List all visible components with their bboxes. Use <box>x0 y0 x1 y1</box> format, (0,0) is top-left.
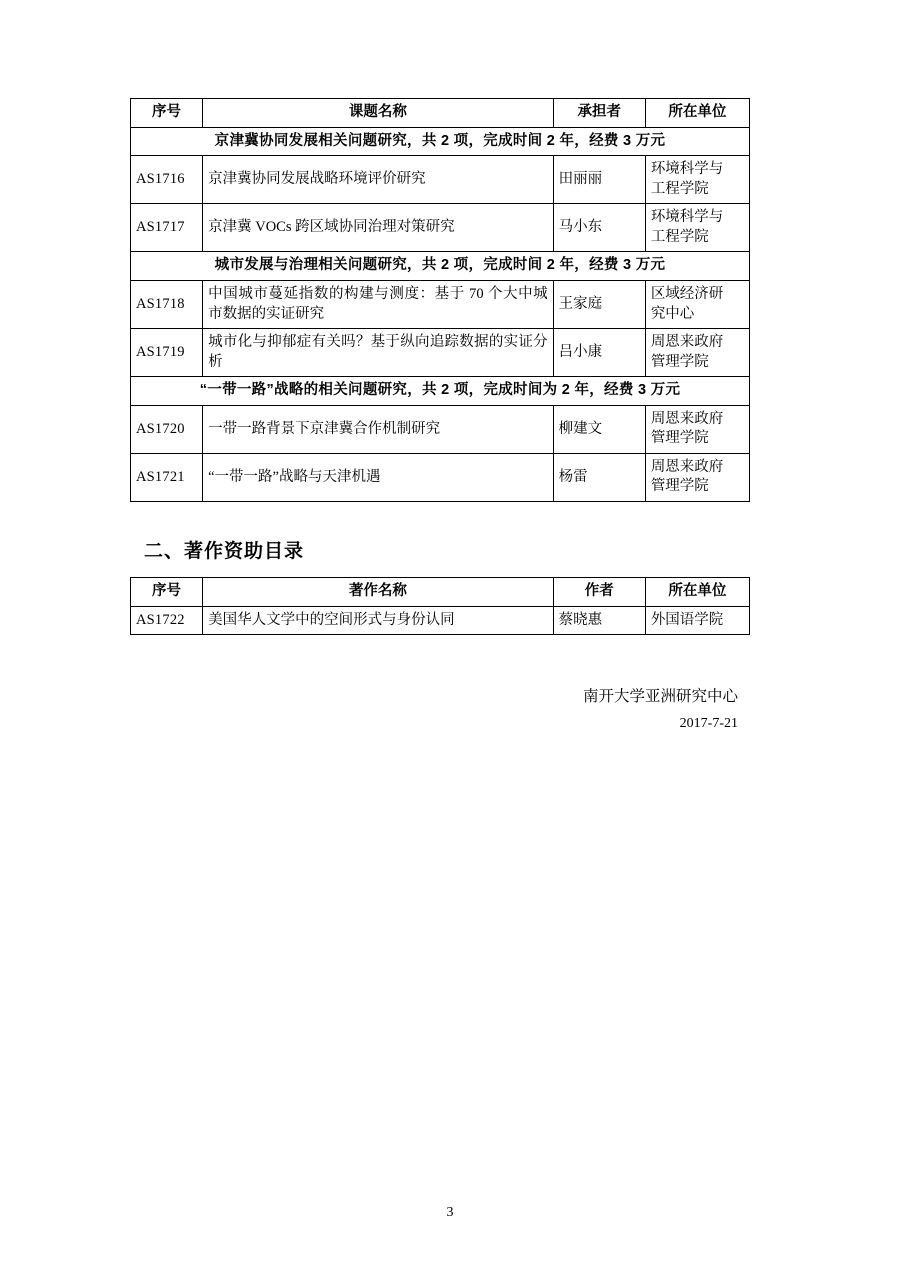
row-unit-line1: 周恩来政府 <box>650 410 724 427</box>
row-person: 吕小康 <box>553 329 645 377</box>
column-header-unit: 所在单位 <box>645 578 749 607</box>
signature-block <box>130 683 750 736</box>
row-title: 美国华人文学中的空间形式与身份认同 <box>203 606 554 635</box>
row-no: AS1721 <box>131 453 203 501</box>
row-unit <box>645 156 749 204</box>
row-no: AS1717 <box>131 204 203 252</box>
page-number: 3 <box>446 1205 454 1220</box>
row-unit-line1: 环境科学与 <box>650 209 724 226</box>
row-unit-line1: 周恩来政府 <box>650 458 724 475</box>
row-unit-line1: 周恩来政府 <box>650 334 724 351</box>
row-unit <box>645 329 749 377</box>
row-unit <box>645 280 749 328</box>
signature-org: 南开大学亚洲研究中心 <box>582 688 738 706</box>
table-row <box>131 453 750 501</box>
row-unit <box>645 405 749 453</box>
row-title: 一带一路背景下京津冀合作机制研究 <box>203 405 554 453</box>
section-title-books: 二、著作资助目录 <box>144 541 305 562</box>
row-title: 京津冀 VOCs 跨区域协同治理对策研究 <box>203 204 554 252</box>
row-no: AS1719 <box>131 329 203 377</box>
row-title: 城市化与抑郁症有关吗？基于纵向追踪数据的实证分析 <box>203 329 554 377</box>
table-header-row <box>131 578 750 607</box>
column-header-title: 著作名称 <box>203 578 554 607</box>
column-header-no: 序号 <box>131 99 203 128</box>
books-table <box>130 577 750 635</box>
row-no: AS1722 <box>131 606 203 635</box>
row-unit: 外国语学院 <box>645 606 749 635</box>
row-person: 马小东 <box>553 204 645 252</box>
table-row <box>131 280 750 328</box>
table-row <box>131 606 750 635</box>
table-row <box>131 204 750 252</box>
row-person: 杨雷 <box>553 453 645 501</box>
row-person: 蔡晓惠 <box>553 606 645 635</box>
table-row <box>131 329 750 377</box>
column-header-person: 作者 <box>553 578 645 607</box>
row-no: AS1716 <box>131 156 203 204</box>
row-no: AS1720 <box>131 405 203 453</box>
group-heading-3: “一带一路”战略的相关问题研究，共 2 项，完成时间为 2 年，经费 3 万元 <box>131 377 750 406</box>
group-heading-row <box>131 377 750 406</box>
signature-date: 2017-7-21 <box>679 716 738 732</box>
row-unit-line1: 区域经济研 <box>650 285 724 302</box>
column-header-no: 序号 <box>131 578 203 607</box>
row-unit-line2: 工程学院 <box>650 180 709 197</box>
group-heading-1: 京津冀协同发展相关问题研究，共 2 项，完成时间 2 年，经费 3 万元 <box>131 127 750 156</box>
row-person: 王家庭 <box>553 280 645 328</box>
table-row <box>131 156 750 204</box>
column-header-person: 承担者 <box>553 99 645 128</box>
row-title: 中国城市蔓延指数的构建与测度：基于 70 个大中城市数据的实证研究 <box>203 280 554 328</box>
group-heading-row <box>131 127 750 156</box>
table-row <box>131 405 750 453</box>
row-unit-line2: 管理学院 <box>650 430 709 447</box>
row-title: “一带一路”战略与天津机遇 <box>203 453 554 501</box>
row-person: 田丽丽 <box>553 156 645 204</box>
row-unit <box>645 453 749 501</box>
column-header-unit: 所在单位 <box>645 99 749 128</box>
row-unit-line2: 工程学院 <box>650 228 709 245</box>
row-unit-line2: 管理学院 <box>650 478 709 495</box>
page-content <box>130 98 750 736</box>
table-header-row <box>131 99 750 128</box>
group-heading-row <box>131 252 750 281</box>
row-unit-line2: 管理学院 <box>650 353 709 370</box>
group-heading-2: 城市发展与治理相关问题研究，共 2 项，完成时间 2 年，经费 3 万元 <box>131 252 750 281</box>
row-unit <box>645 204 749 252</box>
row-person: 柳建文 <box>553 405 645 453</box>
row-no: AS1718 <box>131 280 203 328</box>
row-unit-line2: 究中心 <box>650 305 695 322</box>
row-title: 京津冀协同发展战略环境评价研究 <box>203 156 554 204</box>
projects-table <box>130 98 750 502</box>
row-unit-line1: 环境科学与 <box>650 161 724 178</box>
column-header-title: 课题名称 <box>203 99 554 128</box>
